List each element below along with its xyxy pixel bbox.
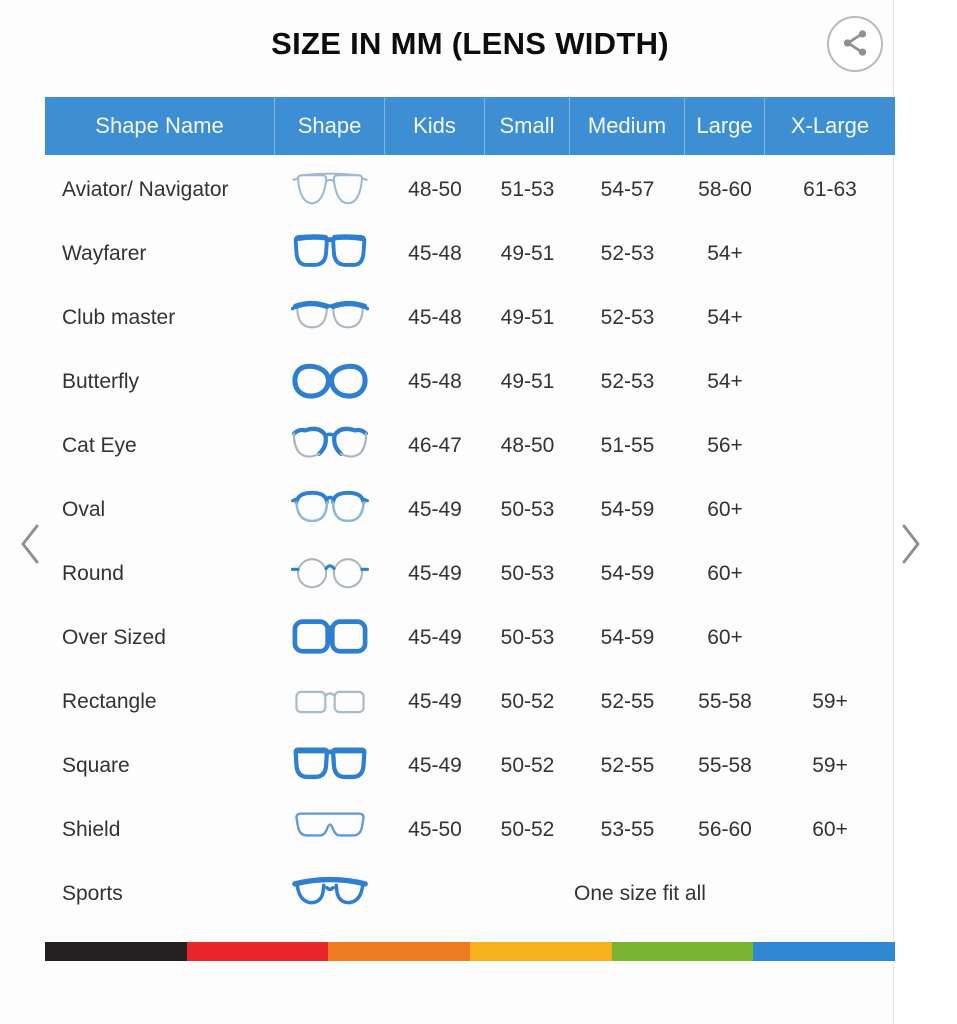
rectangle-glasses-icon	[275, 679, 385, 725]
column-header-large: Large	[685, 97, 765, 155]
xlarge-size-value: 59+	[812, 690, 848, 713]
small-size-value: 50-53	[500, 562, 555, 585]
shape-name-label: Round	[62, 562, 124, 585]
page-title: SIZE IN MM (LENS WIDTH)	[271, 26, 669, 61]
large-size-value: 56-60	[698, 818, 752, 841]
stripe-segment	[187, 942, 329, 961]
kids-size-value: 45-49	[408, 626, 462, 649]
large-size-value: 54+	[707, 370, 743, 393]
table-row-wayfarer	[45, 222, 895, 286]
small-size-value: 50-53	[500, 626, 555, 649]
share-button[interactable]	[827, 16, 883, 72]
oversized-glasses-icon	[275, 615, 385, 661]
stripe-segment	[328, 942, 470, 961]
table-row-oval	[45, 478, 895, 542]
table-row-butterfly	[45, 350, 895, 414]
kids-size-value: 45-50	[408, 818, 462, 841]
medium-size-value: 52-53	[600, 370, 655, 393]
medium-size-value: 53-55	[600, 818, 655, 841]
wayfarer-glasses-icon	[275, 231, 385, 277]
table-row-over-sized	[45, 606, 895, 670]
small-size-value: 51-53	[500, 178, 555, 201]
medium-size-value: 54-57	[600, 178, 655, 201]
shield-glasses-icon	[275, 807, 385, 853]
large-size-value: 54+	[707, 242, 743, 265]
shape-name-label: Cat Eye	[62, 434, 137, 457]
kids-size-value: 45-49	[408, 562, 462, 585]
medium-size-value: 52-55	[600, 690, 655, 713]
table-row-aviator-navigator	[45, 158, 895, 222]
table-row-cat-eye	[45, 414, 895, 478]
shape-name-label: Club master	[62, 306, 176, 329]
kids-size-value: 45-48	[408, 242, 462, 265]
stripe-segment	[470, 942, 612, 961]
column-header-small: Small	[485, 97, 570, 155]
large-size-value: 58-60	[698, 178, 752, 201]
table-row-shield	[45, 798, 895, 862]
stripe-segment	[45, 942, 187, 961]
sports-glasses-icon	[275, 871, 385, 917]
table-row-club-master	[45, 286, 895, 350]
small-size-value: 49-51	[500, 242, 555, 265]
medium-size-value: 51-55	[600, 434, 655, 457]
clubmaster-glasses-icon	[275, 295, 385, 341]
chevron-right-icon	[899, 522, 923, 569]
shape-name-label: Oval	[62, 498, 106, 521]
xlarge-size-value: 60+	[812, 818, 848, 841]
large-size-value: 60+	[707, 626, 743, 649]
medium-size-value: 54-59	[600, 562, 655, 585]
one-size-label: One size fit all	[574, 882, 706, 905]
large-size-value: 54+	[707, 306, 743, 329]
stripe-segment	[612, 942, 754, 961]
kids-size-value: 45-49	[408, 754, 462, 777]
share-icon	[840, 28, 870, 61]
small-size-value: 48-50	[500, 434, 555, 457]
shape-name-label: Over Sized	[62, 626, 166, 649]
table-row-round	[45, 542, 895, 606]
small-size-value: 50-52	[500, 818, 555, 841]
kids-size-value: 48-50	[408, 178, 462, 201]
kids-size-value: 45-48	[408, 370, 462, 393]
chevron-left-icon	[18, 522, 42, 569]
column-header-medium: Medium	[570, 97, 685, 155]
shape-name-label: Butterfly	[62, 370, 140, 393]
shape-name-label: Wayfarer	[62, 242, 147, 265]
xlarge-size-value: 59+	[812, 754, 848, 777]
large-size-value: 60+	[707, 498, 743, 521]
medium-size-value: 54-59	[600, 626, 655, 649]
cat-eye-glasses-icon	[275, 423, 385, 469]
round-glasses-icon	[275, 551, 385, 597]
kids-size-value: 45-49	[408, 690, 462, 713]
small-size-value: 50-53	[500, 498, 555, 521]
table-row-square	[45, 734, 895, 798]
stripe-segment	[753, 942, 895, 961]
table-body	[45, 158, 895, 926]
aviator-glasses-icon	[275, 167, 385, 213]
brand-color-stripe	[45, 942, 895, 961]
carousel-prev-button[interactable]	[16, 521, 44, 569]
table-row-sports	[45, 862, 895, 926]
medium-size-value: 52-55	[600, 754, 655, 777]
butterfly-glasses-icon	[275, 359, 385, 405]
column-header-shape: Shape	[275, 97, 385, 155]
carousel-next-button[interactable]	[897, 521, 925, 569]
table-row-rectangle	[45, 670, 895, 734]
table-header-row	[45, 97, 895, 155]
medium-size-value: 52-53	[600, 242, 655, 265]
kids-size-value: 45-48	[408, 306, 462, 329]
column-header-x-large: X-Large	[790, 113, 870, 138]
large-size-value: 55-58	[698, 754, 752, 777]
shape-name-label: Aviator/ Navigator	[62, 178, 229, 201]
shape-name-label: Square	[62, 754, 130, 777]
square-glasses-icon	[275, 743, 385, 789]
xlarge-size-value: 61-63	[803, 178, 857, 201]
next-slide-edge	[893, 0, 957, 1024]
kids-size-value: 45-49	[408, 498, 462, 521]
shape-name-label: Rectangle	[62, 690, 157, 713]
large-size-value: 56+	[707, 434, 743, 457]
column-header-shape-name: Shape Name	[45, 97, 275, 155]
small-size-value: 50-52	[500, 690, 555, 713]
oval-glasses-icon	[275, 487, 385, 533]
kids-size-value: 46-47	[408, 434, 462, 457]
small-size-value: 49-51	[500, 306, 555, 329]
large-size-value: 55-58	[698, 690, 752, 713]
small-size-value: 49-51	[500, 370, 555, 393]
shape-name-label: Shield	[62, 818, 121, 841]
small-size-value: 50-52	[500, 754, 555, 777]
column-header-kids: Kids	[385, 97, 485, 155]
shape-name-label: Sports	[62, 882, 123, 905]
medium-size-value: 54-59	[600, 498, 655, 521]
large-size-value: 60+	[707, 562, 743, 585]
medium-size-value: 52-53	[600, 306, 655, 329]
